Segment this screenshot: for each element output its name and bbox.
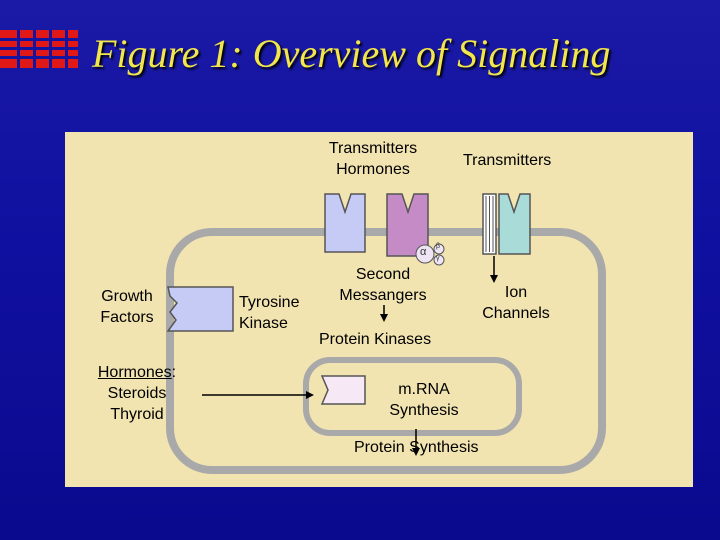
label-tyrosine-kinase bbox=[239, 292, 299, 334]
label-synthesis-line: Synthesis bbox=[389, 402, 459, 419]
label-mrna-synthesis bbox=[374, 379, 474, 421]
g-protein-gamma-label: γ bbox=[436, 255, 440, 262]
label-transmitters-hormones bbox=[300, 138, 446, 180]
label-transmitters-line: Transmitters bbox=[328, 140, 418, 157]
g-protein-alpha-label: α bbox=[420, 246, 427, 258]
label-factors-line: Factors bbox=[100, 309, 154, 326]
receptor-tyrosine-kinase bbox=[168, 287, 233, 331]
receptor-transmitters bbox=[325, 194, 365, 252]
receptor-steroid bbox=[322, 376, 365, 404]
slide-title: Figure 1: Overview of Signaling bbox=[92, 31, 611, 76]
label-hormones: Hormones bbox=[97, 364, 172, 381]
label-growth-line: Growth bbox=[101, 288, 153, 305]
label-hormones-steroids-thyroid bbox=[82, 362, 192, 425]
label-kinase-line: Kinase bbox=[239, 315, 288, 332]
g-protein-beta-label: β bbox=[436, 243, 441, 250]
label-hormones-line bbox=[82, 362, 192, 383]
label-ion-line: Ion bbox=[504, 284, 528, 301]
label-protein-synthesis: Protein Synthesis bbox=[354, 439, 479, 456]
label-transmitters-right: Transmitters bbox=[463, 152, 552, 169]
label-mrna-line: m.RNA bbox=[398, 381, 450, 398]
label-second-messangers bbox=[318, 264, 448, 306]
label-second-line: Second bbox=[355, 266, 411, 283]
label-ion-channels bbox=[466, 282, 566, 324]
label-growth-factors bbox=[82, 286, 172, 328]
label-messangers-line: Messangers bbox=[339, 287, 427, 304]
label-hormones-colon: : bbox=[171, 364, 177, 381]
label-tyrosine-line: Tyrosine bbox=[239, 294, 300, 311]
ion-channel bbox=[483, 194, 530, 254]
label-channels-line: Channels bbox=[482, 305, 550, 322]
label-steroids-line: Steroids bbox=[107, 385, 167, 402]
label-thyroid-line: Thyroid bbox=[110, 406, 164, 423]
label-protein-kinases: Protein Kinases bbox=[319, 331, 432, 348]
label-hormones-line: Hormones bbox=[336, 161, 410, 178]
